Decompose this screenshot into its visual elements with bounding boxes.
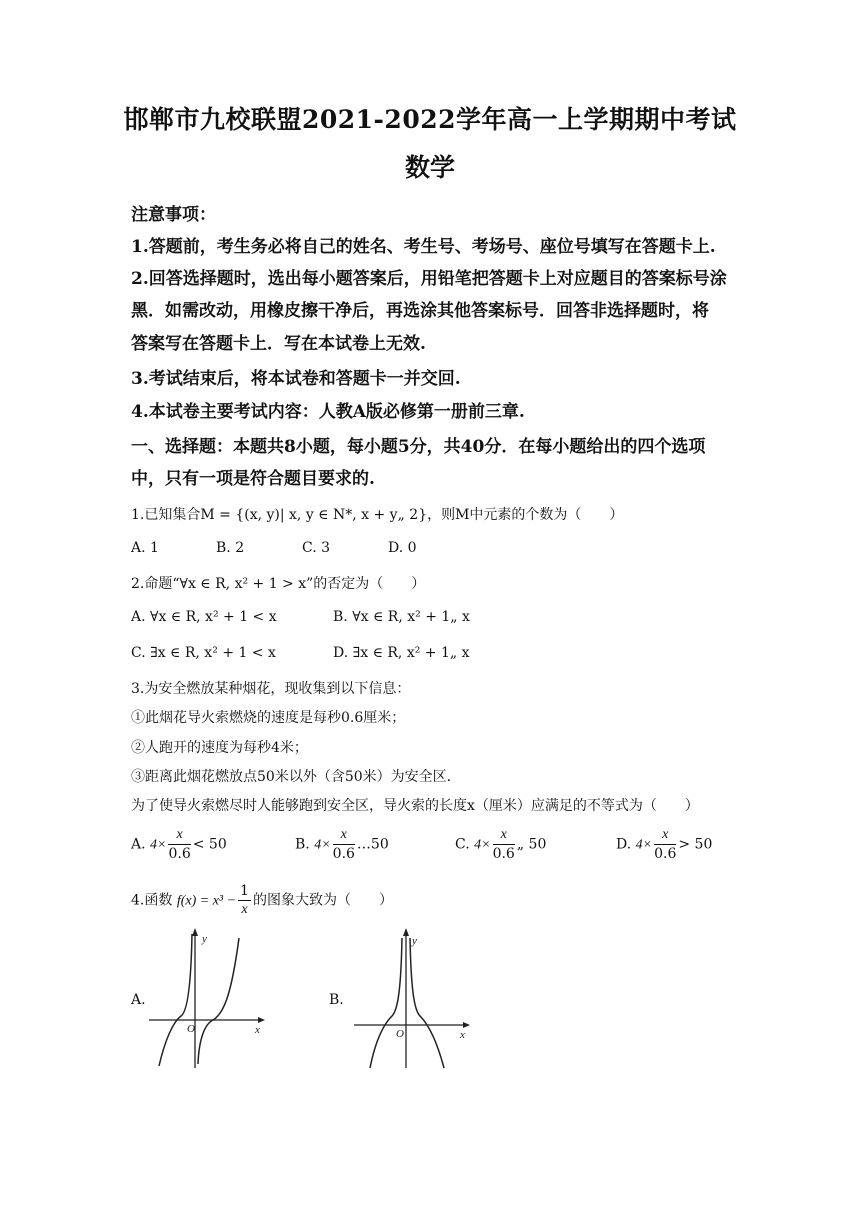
y-axis-arrow [192, 928, 198, 936]
notice-item: 4.本试卷主要考试内容：人教A版必修第一册前三章. [131, 402, 525, 422]
curve-right-branch [198, 938, 239, 1064]
q3-question: 为了使导火索燃尽时人能够跑到安全区，导火索的长度x（厘米）应满足的不等式为（ ） [131, 798, 699, 814]
question-3-stem: 3.为安全燃放某种烟花，现收集到以下信息： [131, 681, 411, 697]
notice-item: 2.回答选择题时，选出每小题答案后，用铅笔把答题卡上对应题目的答案标号涂 [131, 269, 727, 289]
fraction: $\frac{x}{0.6}$ [332, 827, 355, 862]
notice-item: 答案写在答题卡上．写在本试卷上无效. [131, 334, 426, 354]
y-label: y [202, 933, 207, 945]
q3-fact: ①此烟花导火索燃烧的速度是每秒0.6厘米； [131, 710, 406, 726]
question-2-stem: 2.命题“∀x ∈ R, x² + 1 > x”的否定为（ ） [131, 576, 426, 592]
exam-subject: 数学 [404, 153, 455, 182]
q3-option-c: C. 4× $\frac{x}{0.6}$ „ 50 [455, 827, 547, 862]
q3-fact: ③距离此烟花燃放点50米以外（含50米）为安全区. [131, 769, 452, 785]
notice-item: 3.考试结束后，将本试卷和答题卡一并交回. [131, 369, 461, 389]
q1-option-b: B. 2 [216, 540, 245, 556]
q4-option-b-label: B. [329, 992, 344, 1008]
fraction: $\frac{x}{0.6}$ [168, 827, 191, 862]
q3-option-a: A. 4× $\frac{x}{0.6}$ < 50 [131, 827, 227, 862]
question-1-stem: 1.已知集合M = {(x, y)| x, y ∈ N*, x + y„ 2}，则M中元素的个数为（ ） [131, 507, 624, 523]
exam-title: 邯郸市九校联盟2021-2022学年高一上学期期中考试 [123, 105, 737, 134]
section-heading: 中，只有一项是符合题目要求的. [131, 469, 375, 489]
q4-option-a-label: A. [131, 992, 146, 1008]
q4-graph-a [145, 928, 270, 1073]
curve-left-branch [370, 938, 402, 1068]
y-axis-arrow [403, 928, 409, 936]
q2-option-a: A. ∀x ∈ R, x² + 1 < x [131, 609, 277, 625]
notice-item: 1.答题前，考生务必将自己的姓名、考生号、考场号、座位号填写在答题卡上. [131, 237, 716, 257]
notice-heading: 注意事项： [131, 205, 216, 225]
fraction: $\frac{x}{0.6}$ [492, 827, 515, 862]
q3-option-b: B. 4× $\frac{x}{0.6}$ …50 [295, 827, 389, 862]
q3-fact: ②人跑开的速度为每秒4米； [131, 740, 308, 756]
origin-label: O [187, 1023, 195, 1035]
x-axis-arrow [463, 1022, 470, 1028]
curve-left-branch [159, 934, 192, 1066]
q2-option-b: B. ∀x ∈ R, x² + 1„ x [333, 609, 470, 625]
fraction: $\frac{1}{x}$ [240, 883, 249, 917]
q1-option-a: A. 1 [131, 540, 159, 556]
section-heading: 一、选择题：本题共8小题，每小题5分，共40分．在每小题给出的四个选项 [131, 437, 706, 457]
x-axis-arrow [258, 1017, 265, 1023]
q1-option-c: C. 3 [302, 540, 331, 556]
question-4-stem: 4.函数 f(x) = x³ − $\frac{1}{x}$ 的图象大致为（ ） [131, 883, 393, 917]
curve-right-branch [410, 938, 444, 1068]
y-label: y [412, 935, 417, 947]
q1-option-d: D. 0 [388, 540, 417, 556]
origin-label: O [396, 1028, 404, 1040]
x-label: x [255, 1024, 260, 1036]
q4-graph-b [350, 928, 475, 1073]
x-label: x [460, 1029, 465, 1041]
q2-option-d: D. ∃x ∈ R, x² + 1„ x [333, 645, 470, 661]
notice-item: 黑．如需改动，用橡皮擦干净后，再选涂其他答案标号．回答非选择题时，将 [131, 301, 709, 321]
q2-option-c: C. ∃x ∈ R, x² + 1 < x [131, 645, 276, 661]
q3-option-d: D. 4× $\frac{x}{0.6}$ > 50 [616, 827, 713, 862]
fraction: $\frac{x}{0.6}$ [654, 827, 677, 862]
